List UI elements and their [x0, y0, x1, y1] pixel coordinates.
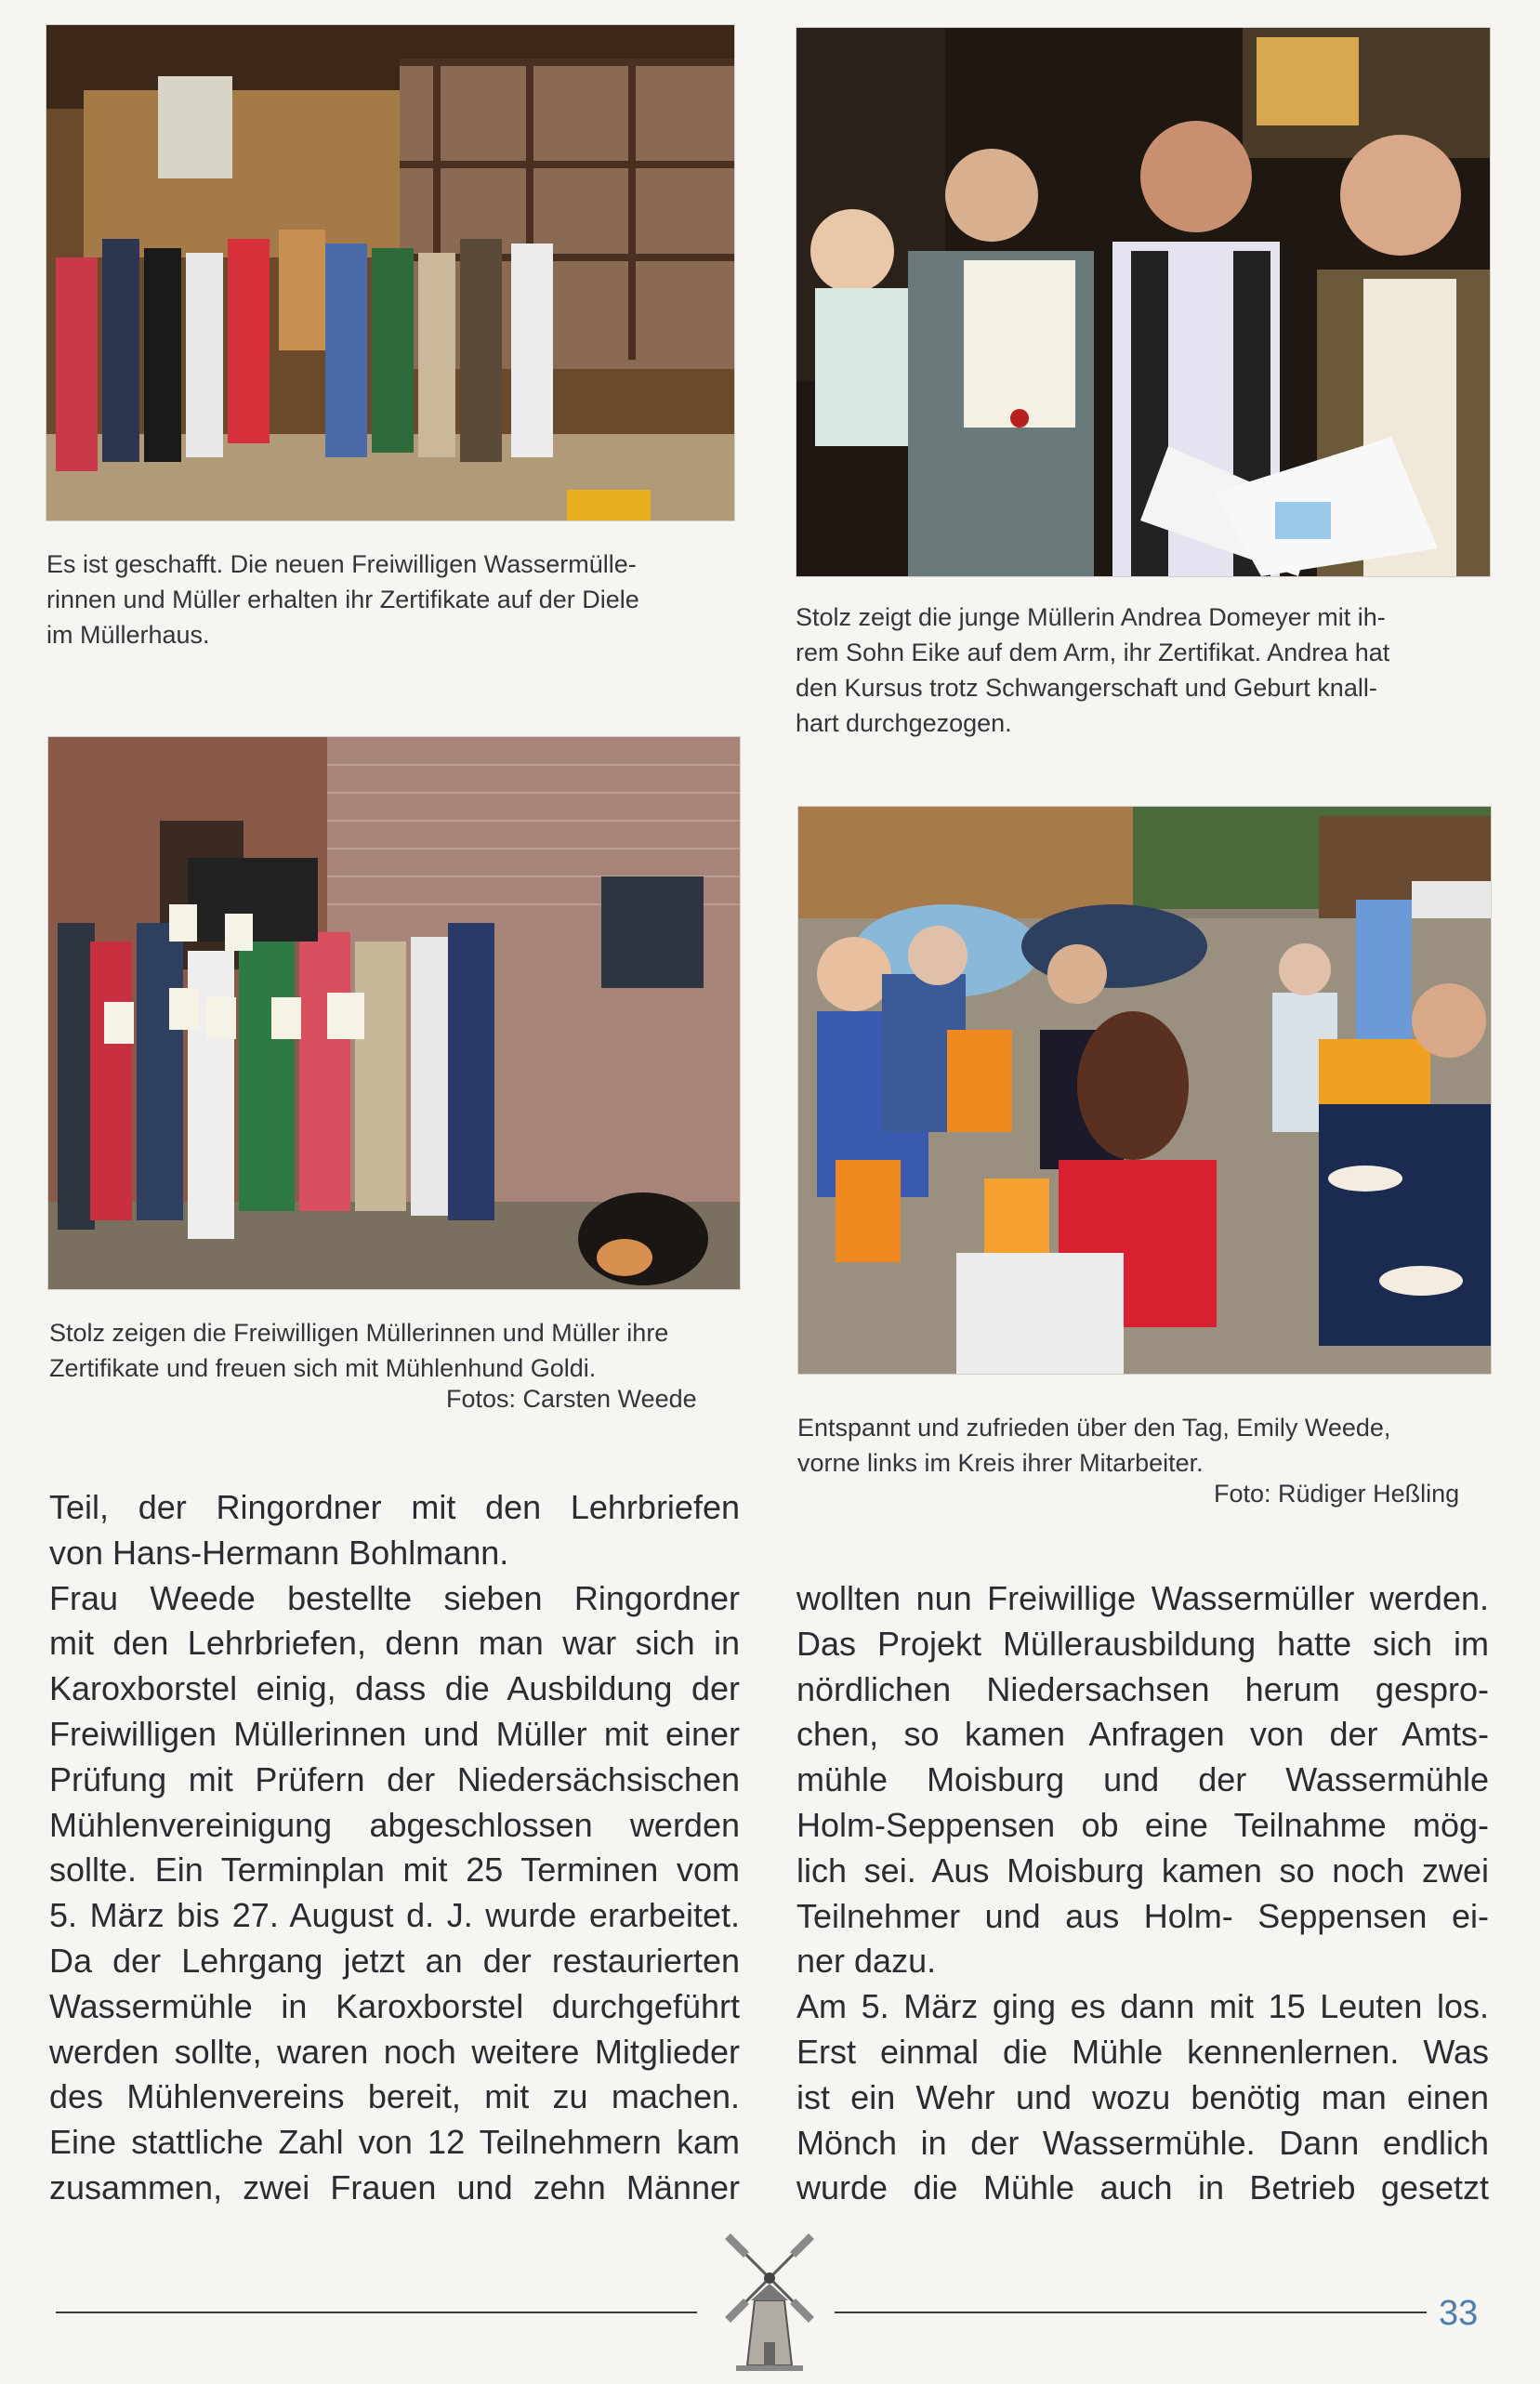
- text-line: Teilnehmer und aus Holm- Seppensen ei-: [796, 1896, 1489, 1935]
- text-line: Am 5. März ging es dann mit 15 Leuten los.: [796, 1987, 1489, 2026]
- text-line: werden sollte, waren noch weitere Mitglieder: [49, 2032, 740, 2071]
- caption-line: rinnen und Müller erhalten ihr Zertifikate auf der Diele: [46, 586, 639, 613]
- text-line: lich sei. Aus Moisburg kamen so noch zwei: [796, 1851, 1489, 1890]
- caption-line: Stolz zeigt die junge Müllerin Andrea Domeyer mit ih-: [796, 603, 1386, 631]
- photo-andrea-domeyer: [796, 28, 1490, 576]
- text-line: ist ein Wehr und wozu benötig man einen: [796, 2077, 1489, 2116]
- text-line: Das Projekt Müllerausbildung hatte sich im: [796, 1624, 1489, 1663]
- photo-3-credit: Fotos: Carsten Weede: [446, 1385, 697, 1413]
- footer-rule-left: [56, 2312, 697, 2313]
- text-line: von Hans-Hermann Bohlmann.: [49, 1533, 509, 1572]
- text-line: Frau Weede bestellte sieben Ringordner: [49, 1578, 740, 1617]
- text-line: mit den Lehrbriefen, denn man war sich in: [49, 1624, 740, 1663]
- caption-line: hart durchgezogen.: [796, 709, 1012, 737]
- text-line: des Mühlenvereins bereit, mit zu machen.: [49, 2077, 740, 2116]
- text-line: Karoxborstel einig, dass die Ausbildung der: [49, 1669, 740, 1708]
- text-line: wurde die Mühle auch in Betrieb gesetzt: [796, 2168, 1489, 2207]
- text-line: Mühlenvereinigung abgeschlossen werden: [49, 1805, 740, 1844]
- text-line: Da der Lehrgang jetzt an der restaurierten: [49, 1941, 740, 1980]
- text-line: Mönch in der Wassermühle. Dann endlich: [796, 2123, 1489, 2162]
- text-line: Teil, der Ringordner mit den Lehrbriefen: [49, 1488, 740, 1526]
- text-line: Wassermühle in Karoxborstel durchgeführt: [49, 1986, 740, 2025]
- text-line: wollten nun Freiwillige Wassermüller werden.: [796, 1579, 1489, 1617]
- caption-line: vorne links im Kreis ihrer Mitarbeiter.: [797, 1449, 1204, 1477]
- photo-courtyard-gathering: [798, 807, 1491, 1374]
- footer-rule-right: [835, 2312, 1427, 2313]
- caption-line: Es ist geschafft. Die neuen Freiwilligen Wassermülle-: [46, 550, 637, 578]
- caption-line: Stolz zeigen die Freiwilligen Müllerinnen und Müller ihre: [49, 1319, 669, 1347]
- caption-line: rem Sohn Eike auf dem Arm, ihr Zertifikat. Andrea hat: [796, 639, 1390, 666]
- caption-line: Zertifikate und freuen sich mit Mühlenhund Goldi.: [49, 1354, 597, 1382]
- photo-2-caption: [796, 599, 1493, 741]
- caption-line: im Müllerhaus.: [46, 621, 210, 649]
- page-number: 33: [1439, 2294, 1479, 2333]
- windmill-icon: [717, 2226, 822, 2379]
- text-line: Prüfung mit Prüfern der Niedersächsischen: [49, 1759, 740, 1798]
- photo-3-caption: [49, 1315, 742, 1386]
- caption-line: Entspannt und zufrieden über den Tag, Emily Weede,: [797, 1414, 1391, 1442]
- text-line: nördlichen Niedersachsen herum gespro-: [796, 1669, 1489, 1708]
- text-line: 5. März bis 27. August d. J. wurde erarbeitet.: [49, 1896, 740, 1935]
- text-line: sollte. Ein Terminplan mit 25 Terminen vom: [49, 1851, 740, 1890]
- text-line: ner dazu.: [796, 1942, 937, 1981]
- text-line: chen, so kamen Anfragen von der Amts-: [796, 1715, 1489, 1754]
- photo-4-caption: [797, 1410, 1494, 1481]
- text-line: Eine stattliche Zahl von 12 Teilnehmern kam: [49, 2123, 740, 2162]
- photo-certificate-ceremony: [46, 25, 734, 520]
- text-line: Erst einmal die Mühle kennenlernen. Was: [796, 2032, 1489, 2071]
- photo-1-caption: [46, 547, 739, 652]
- photo-group-with-dog: [48, 737, 740, 1289]
- photo-4-credit: Foto: Rüdiger Heßling: [1214, 1480, 1460, 1508]
- article-column-left: [49, 1485, 740, 2211]
- caption-line: den Kursus trotz Schwangerschaft und Geburt knall-: [796, 674, 1377, 702]
- text-line: Freiwilligen Müllerinnen und Müller mit einer: [49, 1714, 740, 1753]
- article-column-right: [796, 1576, 1489, 2211]
- text-line: mühle Moisburg und der Wassermühle: [796, 1760, 1489, 1799]
- text-line: Holm-Seppensen ob eine Teilnahme mög-: [796, 1805, 1489, 1844]
- text-line: zusammen, zwei Frauen und zehn Männer: [49, 2167, 740, 2206]
